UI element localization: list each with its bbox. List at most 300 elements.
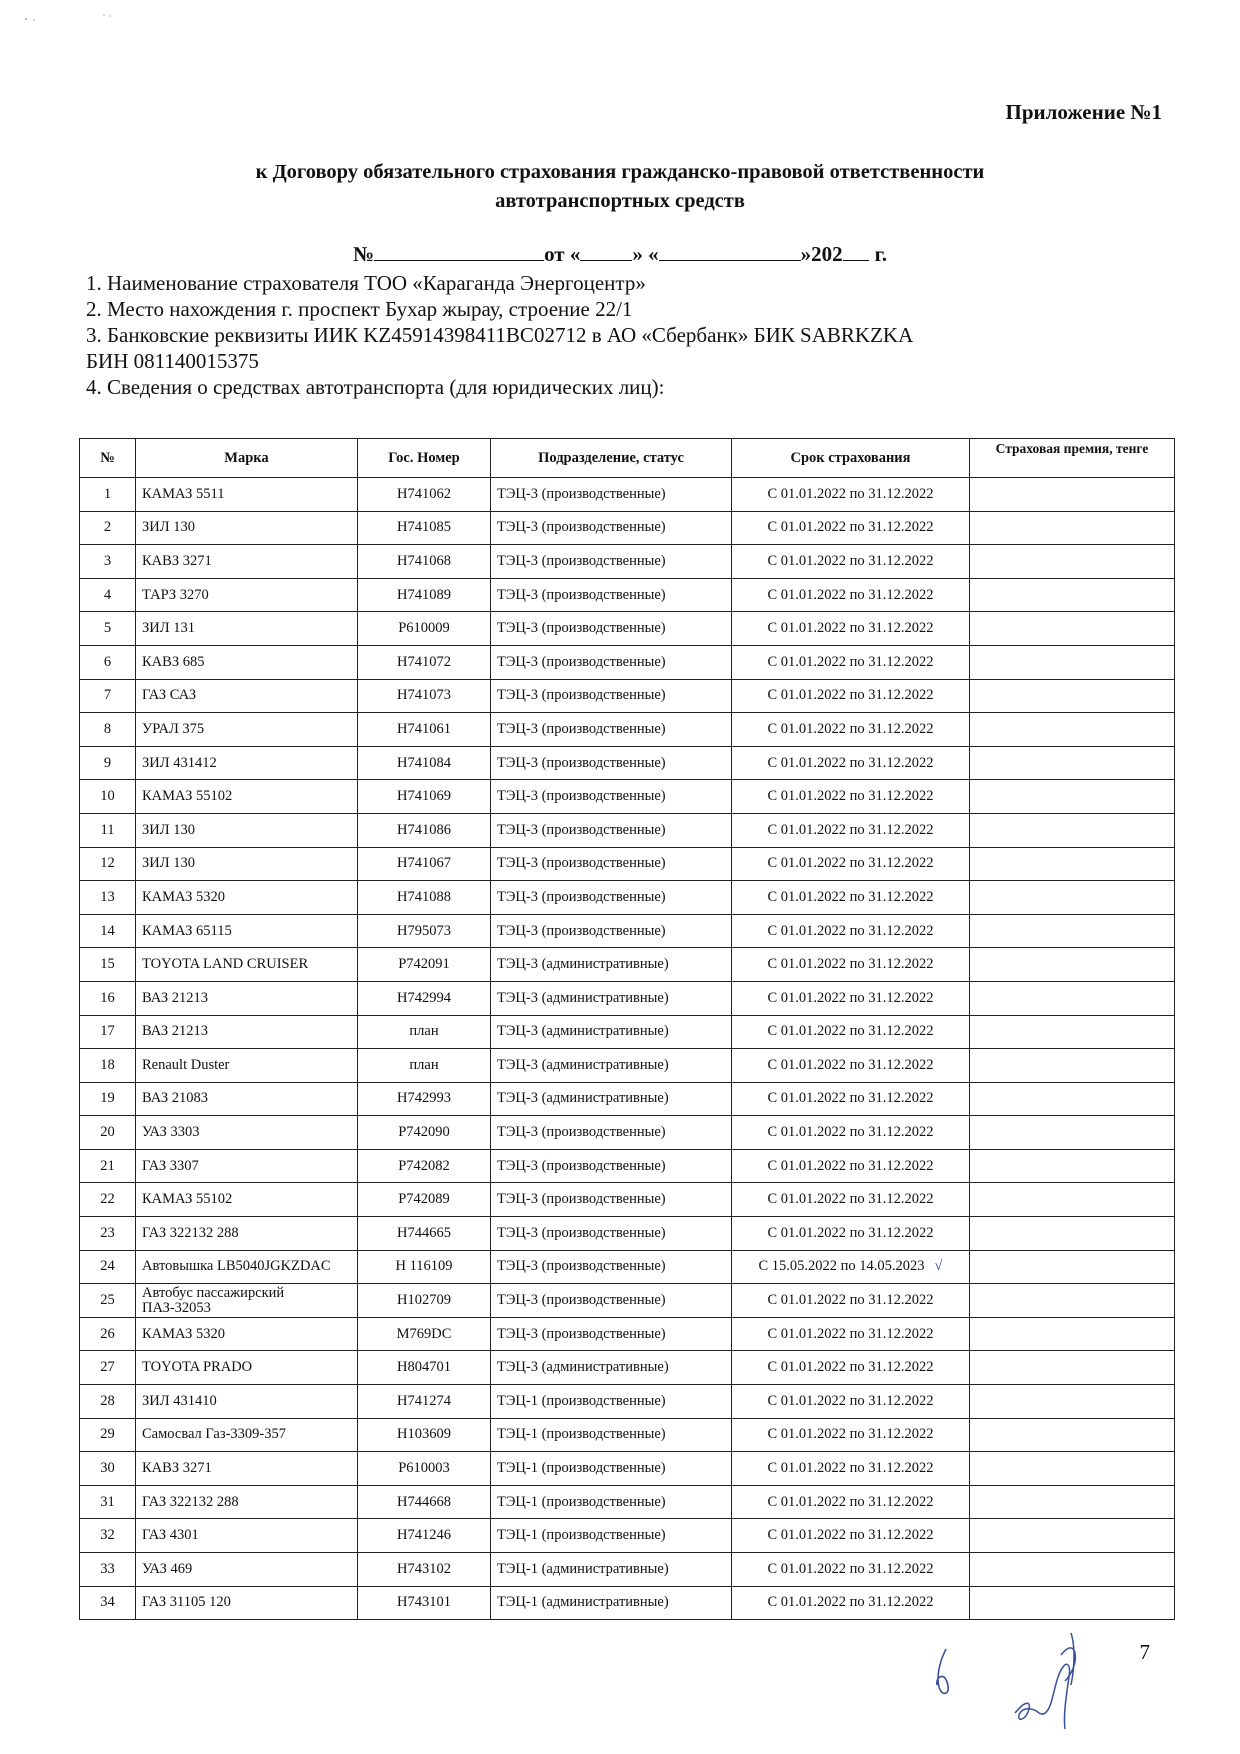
plate-cell [358, 578, 491, 612]
brand-cell [136, 1116, 358, 1150]
department-cell [491, 1183, 732, 1217]
brand-cell-text: КАМАЗ 5511 [142, 485, 225, 502]
brand-cell [136, 847, 358, 881]
department-cell-text: ТЭЦ-3 (административные) [497, 989, 669, 1006]
period-cell-text: С 15.05.2022 по 14.05.2023 [758, 1258, 925, 1275]
plate-cell-text: Н741068 [397, 552, 451, 569]
premium-cell [970, 1317, 1175, 1351]
day-blank [580, 242, 632, 261]
department-cell [491, 914, 732, 948]
plate-cell-text: Р742090 [398, 1124, 450, 1141]
period-cell [732, 1149, 970, 1183]
table-row [80, 478, 1175, 512]
row-number-cell [80, 1317, 136, 1351]
brand-cell-text: Автовышка LB5040JGKZDAC [142, 1258, 331, 1275]
scan-specks [20, 10, 140, 35]
table-row [80, 1351, 1175, 1385]
department-cell [491, 780, 732, 814]
brand-cell-text: ЗИЛ 431410 [142, 1392, 217, 1409]
table-row [80, 612, 1175, 646]
row-number-cell-text: 7 [103, 687, 112, 704]
period-cell [732, 578, 970, 612]
premium-cell [970, 881, 1175, 915]
department-cell-text: ТЭЦ-1 (производственные) [497, 1392, 666, 1409]
row-number-cell-text: 23 [100, 1224, 115, 1241]
period-cell-text: С 01.01.2022 по 31.12.2022 [767, 1224, 934, 1241]
row-number-cell [80, 1049, 136, 1083]
table-row [80, 1317, 1175, 1351]
brand-cell-text: ЗИЛ 130 [142, 855, 195, 872]
signature-icon [1005, 1625, 1095, 1740]
plate-cell-text: Н741084 [397, 754, 451, 771]
department-cell-text: ТЭЦ-3 (производственные) [497, 1258, 666, 1275]
premium-cell [970, 1351, 1175, 1385]
row-number-cell-text: 13 [100, 888, 115, 905]
info-line-bank-details: 3. Банковские реквизиты ИИК KZ45914398411BC02712 в АО «Сбербанк» БИК SABRKZKA [86, 323, 914, 347]
plate-cell [358, 746, 491, 780]
table-row [80, 713, 1175, 747]
brand-cell-text: УАЗ 3303 [142, 1124, 200, 1141]
brand-cell [136, 813, 358, 847]
period-cell [732, 1116, 970, 1150]
row-number-cell [80, 813, 136, 847]
period-cell [732, 1317, 970, 1351]
brand-cell [136, 1351, 358, 1385]
period-cell [732, 478, 970, 512]
premium-cell [970, 645, 1175, 679]
plate-cell [358, 1485, 491, 1519]
period-cell-text: С 01.01.2022 по 31.12.2022 [767, 1359, 934, 1376]
brand-cell-text: ЗИЛ 130 [142, 821, 195, 838]
row-number-cell-text: 3 [103, 552, 112, 569]
contract-title-line1: к Договору обязательного страхования гражданско-правовой ответственности [255, 161, 985, 183]
row-number-cell [80, 914, 136, 948]
period-cell-text: С 01.01.2022 по 31.12.2022 [767, 1056, 934, 1073]
row-number-cell-text: 12 [100, 855, 115, 872]
department-cell [491, 1049, 732, 1083]
premium-cell [970, 713, 1175, 747]
brand-cell-text: Автобус пассажирский ПАЗ-32053 [142, 1284, 285, 1316]
premium-cell [970, 1485, 1175, 1519]
brand-cell-text: ЗИЛ 130 [142, 519, 195, 536]
department-cell [491, 1553, 732, 1587]
period-cell [732, 545, 970, 579]
row-number-cell-text: 27 [100, 1359, 115, 1376]
premium-cell [970, 981, 1175, 1015]
premium-cell [970, 679, 1175, 713]
period-cell [732, 881, 970, 915]
brand-cell [136, 478, 358, 512]
premium-cell [970, 1385, 1175, 1419]
row-number-cell-text: 19 [100, 1090, 115, 1107]
plate-cell-text: Н741085 [397, 519, 451, 536]
page-number: 7 [1139, 1640, 1150, 1664]
table-row [80, 645, 1175, 679]
brand-cell-text: КАМАЗ 5320 [142, 1325, 226, 1342]
row-number-cell [80, 948, 136, 982]
period-cell [732, 1485, 970, 1519]
period-cell-text: С 01.01.2022 по 31.12.2022 [767, 1325, 934, 1342]
plate-cell-text: Н742994 [397, 989, 451, 1006]
period-cell-text: С 01.01.2022 по 31.12.2022 [767, 1157, 934, 1174]
row-number-cell [80, 1149, 136, 1183]
row-number-cell [80, 1519, 136, 1553]
brand-cell-text: ВАЗ 21213 [142, 989, 209, 1006]
plate-cell [358, 948, 491, 982]
department-cell [491, 1284, 732, 1318]
plate-cell [358, 1049, 491, 1083]
brand-cell [136, 1284, 358, 1318]
department-cell [491, 1485, 732, 1519]
period-cell-text: С 01.01.2022 по 31.12.2022 [767, 620, 934, 637]
row-number-cell [80, 746, 136, 780]
department-cell-text: ТЭЦ-3 (производственные) [497, 754, 666, 771]
department-cell-text: ТЭЦ-3 (производственные) [497, 922, 666, 939]
department-cell-text: ТЭЦ-3 (производственные) [497, 687, 666, 704]
period-cell-text: С 01.01.2022 по 31.12.2022 [767, 754, 934, 771]
period-cell [732, 1452, 970, 1486]
contract-title-line2: автотранспортных средств [495, 190, 745, 212]
row-number-cell [80, 612, 136, 646]
row-number-cell [80, 645, 136, 679]
brand-cell-text: КАВЗ 3271 [142, 1460, 212, 1477]
plate-cell [358, 679, 491, 713]
plate-cell [358, 1183, 491, 1217]
header-period: Срок страхования [732, 439, 970, 478]
table-row [80, 1015, 1175, 1049]
brand-cell [136, 1015, 358, 1049]
plate-cell-text: М769DC [396, 1325, 452, 1342]
premium-cell [970, 746, 1175, 780]
from-label: от « [544, 242, 581, 266]
brand-cell [136, 1553, 358, 1587]
period-cell [732, 1519, 970, 1553]
table-row [80, 813, 1175, 847]
row-number-cell [80, 679, 136, 713]
insurer-info [86, 270, 1166, 400]
period-cell [732, 1284, 970, 1318]
department-cell [491, 1015, 732, 1049]
department-cell-text: ТЭЦ-3 (административные) [497, 1359, 669, 1376]
department-cell-text: ТЭЦ-3 (административные) [497, 1056, 669, 1073]
brand-cell-text: ВАЗ 21213 [142, 1023, 209, 1040]
plate-cell-text: Н102709 [397, 1292, 451, 1309]
table-row [80, 545, 1175, 579]
brand-cell [136, 545, 358, 579]
header-plate: Гос. Номер [358, 439, 491, 478]
brand-cell-text: ЗИЛ 131 [142, 620, 195, 637]
row-number-cell [80, 511, 136, 545]
checkmark-icon: √ [934, 1258, 943, 1275]
period-cell [732, 1183, 970, 1217]
info-line-bin: БИН 081140015375 [86, 349, 259, 373]
table-row [80, 1418, 1175, 1452]
brand-cell-text: ЗИЛ 431412 [142, 754, 217, 771]
brand-cell [136, 1385, 358, 1419]
plate-cell-text: Н741088 [397, 888, 451, 905]
row-number-cell [80, 1351, 136, 1385]
row-number-cell [80, 847, 136, 881]
plate-cell-text: Н795073 [397, 922, 451, 939]
plate-cell [358, 645, 491, 679]
premium-cell [970, 1116, 1175, 1150]
department-cell [491, 1116, 732, 1150]
premium-cell [970, 545, 1175, 579]
row-number-cell-text: 5 [103, 620, 112, 637]
month-blank [659, 242, 801, 261]
plate-cell [358, 1250, 491, 1284]
table-row [80, 1385, 1175, 1419]
period-cell-text: С 01.01.2022 по 31.12.2022 [767, 855, 934, 872]
brand-cell-text: Renault Duster [142, 1056, 230, 1073]
period-cell-text: С 01.01.2022 по 31.12.2022 [767, 989, 934, 1006]
table-row [80, 511, 1175, 545]
department-cell [491, 1586, 732, 1620]
vehicles-table [79, 438, 1175, 1620]
department-cell [491, 746, 732, 780]
plate-cell-text: Н741086 [397, 821, 451, 838]
period-cell-text: С 01.01.2022 по 31.12.2022 [767, 1460, 934, 1477]
department-cell-text: ТЭЦ-1 (административные) [497, 1594, 669, 1611]
plate-cell-text: Р742091 [398, 956, 450, 973]
contract-number-line [0, 242, 1240, 267]
plate-cell [358, 1351, 491, 1385]
period-cell-text: С 01.01.2022 по 31.12.2022 [767, 1527, 934, 1544]
premium-cell [970, 1183, 1175, 1217]
period-cell [732, 1049, 970, 1083]
plate-cell-text: Н103609 [397, 1426, 451, 1443]
plate-cell-text: Н741073 [397, 687, 451, 704]
period-cell-text: С 01.01.2022 по 31.12.2022 [767, 1023, 934, 1040]
table-row [80, 1586, 1175, 1620]
plate-cell-text: Н743102 [397, 1560, 451, 1577]
period-cell-text: С 01.01.2022 по 31.12.2022 [767, 821, 934, 838]
period-cell-text: С 01.01.2022 по 31.12.2022 [767, 485, 934, 502]
department-cell [491, 511, 732, 545]
row-number-cell [80, 545, 136, 579]
brand-cell [136, 1217, 358, 1251]
period-cell [732, 746, 970, 780]
period-cell [732, 1250, 970, 1284]
department-cell [491, 645, 732, 679]
table-row [80, 881, 1175, 915]
month-open-label: » « [632, 242, 659, 266]
period-cell-text: С 01.01.2022 по 31.12.2022 [767, 1191, 934, 1208]
department-cell-text: ТЭЦ-3 (производственные) [497, 552, 666, 569]
table-row [80, 780, 1175, 814]
number-blank [374, 242, 544, 261]
premium-cell [970, 948, 1175, 982]
period-cell-text: С 01.01.2022 по 31.12.2022 [767, 519, 934, 536]
plate-cell-text: Н742993 [397, 1090, 451, 1107]
department-cell-text: ТЭЦ-3 (производственные) [497, 1157, 666, 1174]
plate-cell [358, 1418, 491, 1452]
plate-cell [358, 478, 491, 512]
table-row [80, 578, 1175, 612]
row-number-cell [80, 1553, 136, 1587]
department-cell-text: ТЭЦ-3 (производственные) [497, 1292, 666, 1309]
number-label: № [352, 242, 375, 266]
period-cell [732, 1418, 970, 1452]
premium-cell [970, 578, 1175, 612]
brand-cell [136, 645, 358, 679]
period-cell-text: С 01.01.2022 по 31.12.2022 [767, 788, 934, 805]
row-number-cell [80, 1284, 136, 1318]
row-number-cell [80, 713, 136, 747]
brand-cell-text: TOYOTA PRADO [142, 1359, 253, 1376]
year-label: »202 [800, 242, 843, 266]
brand-cell-text: УРАЛ 375 [142, 720, 205, 737]
row-number-cell-text: 18 [100, 1056, 115, 1073]
department-cell-text: ТЭЦ-1 (производственные) [497, 1527, 666, 1544]
brand-cell [136, 1250, 358, 1284]
department-cell-text: ТЭЦ-3 (производственные) [497, 888, 666, 905]
plate-cell-text: Н741069 [397, 788, 451, 805]
row-number-cell-text: 30 [100, 1460, 115, 1477]
table-header-row [80, 439, 1175, 478]
plate-cell-text: Р610009 [398, 620, 450, 637]
brand-cell-text: КАМАЗ 65115 [142, 922, 232, 939]
period-cell [732, 813, 970, 847]
premium-cell [970, 1418, 1175, 1452]
row-number-cell-text: 8 [103, 720, 112, 737]
row-number-cell-text: 29 [100, 1426, 115, 1443]
brand-cell-text: TOYOTA LAND CRUISER [142, 956, 309, 973]
department-cell [491, 813, 732, 847]
row-number-cell-text: 26 [100, 1325, 115, 1342]
brand-cell-text: Самосвал Газ-3309-357 [142, 1426, 287, 1443]
department-cell-text: ТЭЦ-3 (производственные) [497, 788, 666, 805]
period-cell-text: С 01.01.2022 по 31.12.2022 [767, 1292, 934, 1309]
row-number-cell-text: 32 [100, 1527, 115, 1544]
period-cell-text: С 01.01.2022 по 31.12.2022 [767, 1124, 934, 1141]
row-number-cell-text: 2 [103, 519, 112, 536]
brand-cell-text: КАМАЗ 5320 [142, 888, 226, 905]
period-cell [732, 948, 970, 982]
department-cell-text: ТЭЦ-3 (административные) [497, 1023, 669, 1040]
department-cell [491, 612, 732, 646]
row-number-cell [80, 1116, 136, 1150]
plate-cell [358, 1586, 491, 1620]
period-cell-text: С 01.01.2022 по 31.12.2022 [767, 956, 934, 973]
period-cell [732, 1082, 970, 1116]
premium-cell [970, 1553, 1175, 1587]
plate-cell [358, 981, 491, 1015]
year-blank [843, 242, 869, 261]
row-number-cell-text: 14 [100, 922, 115, 939]
header-dept: Подразделение, статус [491, 439, 732, 478]
brand-cell [136, 1317, 358, 1351]
department-cell [491, 1250, 732, 1284]
row-number-cell [80, 1485, 136, 1519]
plate-cell [358, 1116, 491, 1150]
period-cell-text: С 01.01.2022 по 31.12.2022 [767, 1392, 934, 1409]
brand-cell-text: ГАЗ 4301 [142, 1527, 199, 1544]
row-number-cell [80, 1250, 136, 1284]
department-cell-text: ТЭЦ-3 (производственные) [497, 821, 666, 838]
row-number-cell-text: 15 [100, 956, 115, 973]
initials-signature-icon [928, 1645, 958, 1706]
brand-cell-text: ГАЗ САЗ [142, 687, 197, 704]
department-cell [491, 1519, 732, 1553]
row-number-cell-text: 21 [100, 1157, 115, 1174]
plate-cell-text: Н741089 [397, 586, 451, 603]
premium-cell [970, 1217, 1175, 1251]
brand-cell-text: КАВЗ 685 [142, 653, 205, 670]
department-cell-text: ТЭЦ-1 (производственные) [497, 1493, 666, 1510]
department-cell-text: ТЭЦ-1 (производственные) [497, 1460, 666, 1477]
table-row [80, 1049, 1175, 1083]
premium-cell [970, 478, 1175, 512]
table-row [80, 1485, 1175, 1519]
row-number-cell-text: 33 [100, 1560, 115, 1577]
brand-cell [136, 981, 358, 1015]
plate-cell-text: Н741062 [397, 485, 451, 502]
premium-cell [970, 1082, 1175, 1116]
brand-cell [136, 679, 358, 713]
plate-cell [358, 545, 491, 579]
row-number-cell-text: 6 [103, 653, 112, 670]
premium-cell [970, 914, 1175, 948]
brand-cell [136, 1049, 358, 1083]
row-number-cell-text: 22 [100, 1191, 115, 1208]
brand-cell [136, 1082, 358, 1116]
department-cell-text: ТЭЦ-3 (производственные) [497, 1191, 666, 1208]
plate-cell-text: Р742089 [398, 1191, 450, 1208]
row-number-cell-text: 17 [100, 1023, 115, 1040]
table-row [80, 948, 1175, 982]
plate-cell-text: Н741274 [397, 1392, 451, 1409]
header-brand: Марка [136, 439, 358, 478]
department-cell-text: ТЭЦ-3 (производственные) [497, 720, 666, 737]
premium-cell [970, 847, 1175, 881]
header-premium: Страховая премия, тенге [970, 439, 1175, 478]
table-row [80, 1553, 1175, 1587]
brand-cell-text: ГАЗ 31105 120 [142, 1594, 231, 1611]
period-cell-text: С 01.01.2022 по 31.12.2022 [767, 1426, 934, 1443]
department-cell [491, 1385, 732, 1419]
row-number-cell [80, 1586, 136, 1620]
brand-cell-text: ГАЗ 322132 288 [142, 1493, 239, 1510]
appendix-label: Приложение №1 [1005, 100, 1162, 124]
plate-cell [358, 1317, 491, 1351]
brand-cell [136, 780, 358, 814]
plate-cell [358, 1519, 491, 1553]
department-cell-text: ТЭЦ-3 (производственные) [497, 519, 666, 536]
period-cell-text: С 01.01.2022 по 31.12.2022 [767, 1493, 934, 1510]
info-line-vehicles-heading: 4. Сведения о средствах автотранспорта (для юридических лиц): [86, 375, 665, 399]
plate-cell [358, 881, 491, 915]
brand-cell-text: ТАРЗ 3270 [142, 586, 209, 603]
brand-cell [136, 914, 358, 948]
table-row [80, 1217, 1175, 1251]
premium-cell [970, 1015, 1175, 1049]
row-number-cell-text: 11 [100, 821, 115, 838]
period-cell [732, 1385, 970, 1419]
row-number-cell-text: 4 [103, 586, 112, 603]
department-cell [491, 847, 732, 881]
table-row [80, 1519, 1175, 1553]
row-number-cell [80, 578, 136, 612]
plate-cell-text: Н743101 [397, 1594, 451, 1611]
plate-cell [358, 780, 491, 814]
brand-cell [136, 511, 358, 545]
contract-title [120, 158, 1120, 216]
period-cell-text: С 01.01.2022 по 31.12.2022 [767, 586, 934, 603]
department-cell-text: ТЭЦ-3 (производственные) [497, 485, 666, 502]
row-number-cell-text: 20 [100, 1124, 115, 1141]
premium-cell [970, 1049, 1175, 1083]
